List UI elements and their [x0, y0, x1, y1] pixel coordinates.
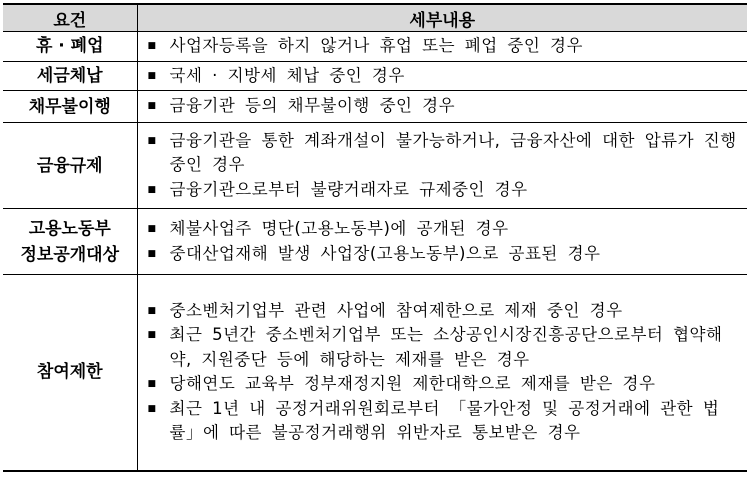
- bullet-icon: ■: [147, 379, 157, 390]
- requirement-cell: [3, 275, 137, 471]
- detail-text: 금융기관을 통한 계좌개설이 불가능하거나, 금융자산에 대한 압류가 진행 중인 경우: [169, 130, 737, 175]
- bullet-icon: ■: [147, 330, 157, 341]
- detail-text: 금융기관 등의 채무불이행 중인 경우: [169, 96, 456, 116]
- detail-text: 사업자등록을 하지 않거나 휴업 또는 폐업 중인 경우: [169, 36, 583, 55]
- requirement-line: 채무불이행: [28, 96, 111, 117]
- list-item: [148, 129, 742, 178]
- details-cell: [137, 275, 747, 471]
- requirement-cell: [3, 209, 137, 275]
- requirement-cell: [3, 91, 137, 123]
- table-row: [3, 275, 747, 471]
- details-cell: [137, 91, 747, 123]
- detail-text: 체불사업주 명단(고용노동부)에 공개된 경우: [169, 219, 509, 238]
- detail-text: 최근 1년 내 공정거래위원회로부터 「물가안정 및 공정거래에 관한 법률」에 따른 불공정거래행위 위반자로 통보받은 경우: [169, 398, 720, 443]
- detail-text: 최근 5년간 중소벤처기업부 또는 소상공인시장진흥공단으로부터 협약해약, 지원중단 등에 해당하는 제재를 받은 경우: [169, 325, 723, 369]
- list-item: [148, 34, 742, 59]
- requirement-line: 참여제한: [36, 362, 103, 383]
- list-item: [148, 217, 742, 242]
- details-cell: [137, 123, 747, 209]
- requirement-line: 정보공개대상: [20, 244, 120, 265]
- detail-text: 당해연도 교육부 정부재정지원 제한대학으로 제재를 받은 경우: [169, 374, 656, 394]
- bullet-icon: ■: [147, 184, 157, 195]
- header-requirement: 요건: [3, 4, 137, 32]
- list-item: [148, 94, 742, 119]
- bullet-icon: ■: [147, 135, 157, 146]
- table-row: [3, 209, 747, 275]
- requirement-line: 고용노동부: [28, 218, 111, 239]
- detail-text: 중소벤처기업부 관련 사업에 참여제한으로 제재 중인 경우: [169, 300, 623, 320]
- bullet-icon: ■: [147, 248, 157, 259]
- list-item: [148, 323, 742, 372]
- requirement-line: 세금체납: [36, 65, 103, 86]
- table-row: [3, 61, 747, 91]
- bullet-icon: ■: [147, 305, 157, 316]
- details-cell: [137, 209, 747, 275]
- list-item: [148, 397, 742, 446]
- table-row: [3, 32, 747, 62]
- list-item: [148, 372, 742, 397]
- list-item: [148, 242, 742, 267]
- bullet-icon: ■: [147, 101, 157, 112]
- bullet-icon: ■: [147, 403, 157, 414]
- detail-text: 국세 · 지방세 체납 중인 경우: [169, 65, 405, 85]
- requirement-cell: [3, 123, 137, 209]
- detail-text: 금융기관으로부터 불량거래자로 규제중인 경우: [169, 179, 528, 199]
- table-row: [3, 91, 747, 123]
- requirement-line: 휴 · 폐업: [35, 36, 104, 57]
- list-item: [148, 299, 742, 324]
- requirement-cell: [3, 32, 137, 62]
- list-item: [148, 178, 742, 203]
- details-cell: [137, 61, 747, 91]
- detail-text: 중대산업재해 발생 사업장(고용노동부)으로 공표된 경우: [169, 243, 601, 263]
- list-item: [148, 64, 742, 89]
- bullet-icon: ■: [147, 70, 157, 81]
- header-details: 세부내용: [137, 4, 747, 32]
- table-row: [3, 123, 747, 209]
- requirements-table: [3, 3, 747, 472]
- table-header-row: [3, 4, 747, 32]
- bullet-icon: ■: [147, 41, 157, 51]
- bullet-icon: ■: [147, 224, 157, 234]
- requirement-cell: [3, 61, 137, 91]
- requirement-line: 금융규제: [36, 155, 103, 176]
- details-cell: [137, 32, 747, 62]
